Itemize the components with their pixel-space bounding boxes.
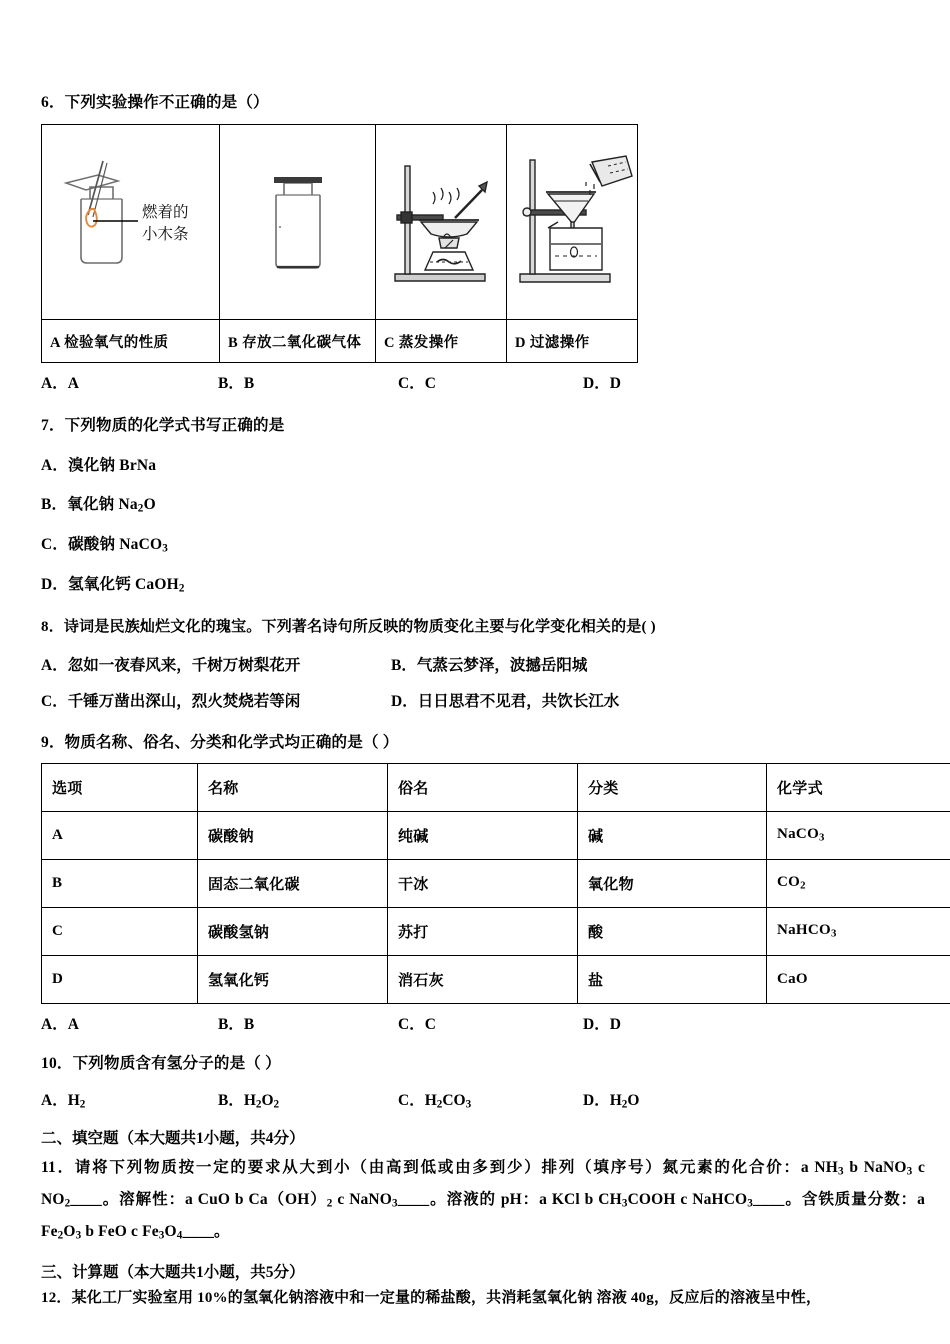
evaporation-apparatus-icon bbox=[381, 152, 501, 292]
cell-name: 碳酸钠 bbox=[198, 811, 388, 859]
option-c-label: C． bbox=[41, 536, 69, 554]
cell-formula: NaHCO$_3$ bbox=[767, 907, 950, 955]
option-c[interactable]: C．C bbox=[398, 1015, 436, 1033]
cell-name: 碳酸氢钠 bbox=[198, 907, 388, 955]
header-category: 分类 bbox=[578, 763, 767, 811]
cell-option: A bbox=[42, 811, 198, 859]
option-a-label: A． bbox=[41, 456, 69, 474]
question-10-options bbox=[41, 1088, 925, 1110]
cell-category: 盐 bbox=[578, 955, 767, 1003]
caption-b: B 存放二氧化碳气体 bbox=[220, 320, 376, 363]
header-option: 选项 bbox=[42, 763, 198, 811]
cell-category: 碱 bbox=[578, 811, 767, 859]
question-6-options bbox=[41, 371, 925, 393]
option-d[interactable]: D．日日思君不见君，共饮长江水 bbox=[391, 693, 620, 711]
option-a-label: A． bbox=[41, 1091, 68, 1109]
figure-cell-a bbox=[42, 125, 220, 320]
question-9-stem: 9．物质名称、俗名、分类和化学式均正确的是（ ） bbox=[41, 734, 399, 752]
table-row-captions bbox=[42, 320, 638, 363]
section-2-heading: 二、填空题（本大题共1小题，共4分） bbox=[41, 1130, 305, 1148]
option-d[interactable]: D．D bbox=[583, 1015, 621, 1033]
option-b[interactable] bbox=[218, 1088, 398, 1110]
option-b-label: B． bbox=[218, 1091, 244, 1109]
cell-name: 固态二氧化碳 bbox=[198, 859, 388, 907]
header-name: 名称 bbox=[198, 763, 388, 811]
question-9-options bbox=[41, 1012, 925, 1034]
question-7-option-d[interactable] bbox=[41, 574, 925, 597]
filtration-apparatus-icon bbox=[510, 152, 635, 292]
option-a-formula: BrNa bbox=[119, 456, 157, 474]
cell-common-name: 苏打 bbox=[388, 907, 578, 955]
cell-formula: CaO bbox=[767, 955, 950, 1003]
option-d[interactable]: D．D bbox=[583, 375, 621, 393]
option-d[interactable] bbox=[583, 1088, 639, 1110]
question-7-option-b[interactable] bbox=[41, 494, 925, 517]
question-6-stem: 6．下列实验操作不正确的是（） bbox=[41, 94, 269, 111]
option-b[interactable]: B．B bbox=[218, 375, 255, 393]
figure-cell-c bbox=[376, 125, 507, 320]
question-12-text: 12．某化工厂实验室用 10%的氢氧化钠溶液中和一定量的稀盐酸，共消耗氢氧化钠 溶液 40g，反应后的溶液呈中性， bbox=[41, 1289, 822, 1306]
cell-name: 氢氧化钙 bbox=[198, 955, 388, 1003]
gas-jar-with-burning-splint-icon bbox=[46, 157, 216, 287]
option-b-formula: $H_2O_2$ bbox=[243, 1091, 280, 1111]
option-d-formula: $H_2O$ bbox=[609, 1091, 640, 1111]
option-a[interactable]: A．A bbox=[41, 1015, 79, 1033]
option-b-label: B． bbox=[41, 496, 68, 514]
cell-category: 酸 bbox=[578, 907, 767, 955]
caption-c: C 蒸发操作 bbox=[376, 320, 507, 363]
option-c[interactable]: C．千锤万凿出深山，烈火焚烧若等闲 bbox=[41, 693, 301, 711]
question-7-option-a[interactable] bbox=[41, 455, 925, 477]
option-a[interactable] bbox=[41, 1088, 218, 1110]
section-3-heading: 三、计算题（本大题共1小题，共5分） bbox=[41, 1263, 305, 1281]
option-b[interactable]: B．B bbox=[218, 1015, 255, 1033]
option-d-name: 氢氧化钙 bbox=[68, 575, 131, 593]
figure-label-line2: 小木条 bbox=[141, 226, 189, 244]
header-common-name: 俗名 bbox=[388, 763, 578, 811]
header-formula: 化学式 bbox=[767, 763, 950, 811]
cell-common-name: 纯碱 bbox=[388, 811, 578, 859]
question-7-option-c[interactable] bbox=[41, 534, 925, 557]
page-content bbox=[41, 92, 925, 1309]
experiment-options-table bbox=[41, 124, 638, 363]
figure-label-line1: 燃着的 bbox=[141, 204, 189, 222]
option-b-formula: $Na_2O$ bbox=[118, 496, 156, 515]
option-a-formula: $H_2$ bbox=[67, 1091, 86, 1111]
question-8-options-row1 bbox=[41, 653, 925, 675]
table-row bbox=[42, 955, 950, 1003]
question-7-stem: 7．下列物质的化学式书写正确的是 bbox=[41, 417, 285, 435]
option-c-label: C． bbox=[398, 1091, 425, 1109]
option-c[interactable]: C．C bbox=[398, 375, 436, 393]
table-row bbox=[42, 811, 950, 859]
option-a[interactable]: A．忽如一夜春风来，千树万树梨花开 bbox=[41, 657, 301, 675]
option-c[interactable] bbox=[398, 1088, 583, 1110]
cell-category: 氧化物 bbox=[578, 859, 767, 907]
table-row bbox=[42, 907, 950, 955]
question-10-stem: 10．下列物质含有氢分子的是（ ） bbox=[41, 1054, 281, 1072]
option-b-name: 氧化钠 bbox=[67, 496, 115, 514]
option-d-label: D． bbox=[41, 575, 69, 593]
figure-cell-b bbox=[220, 125, 376, 320]
option-a[interactable]: A．A bbox=[41, 375, 79, 393]
capped-gas-jar-icon bbox=[243, 157, 353, 287]
cell-common-name: 干冰 bbox=[388, 859, 578, 907]
option-d-label: D． bbox=[583, 1091, 610, 1109]
figure-cell-d bbox=[507, 125, 638, 320]
question-8-stem: 8．诗词是民族灿烂文化的瑰宝。下列著名诗句所反映的物质变化主要与化学变化相关的是( ) bbox=[41, 619, 656, 636]
cell-common-name: 消石灰 bbox=[388, 955, 578, 1003]
option-c-formula: NaCO$_3$ bbox=[119, 536, 169, 555]
cell-option: B bbox=[42, 859, 198, 907]
table-row bbox=[42, 859, 950, 907]
option-c-name: 碳酸钠 bbox=[68, 536, 116, 554]
substances-table bbox=[41, 763, 950, 1004]
cell-formula: NaCO$_3$ bbox=[767, 811, 950, 859]
caption-d: D 过滤操作 bbox=[507, 320, 638, 363]
table-row-figures bbox=[42, 125, 638, 320]
cell-option: D bbox=[42, 955, 198, 1003]
cell-formula: $CO_2$ bbox=[767, 859, 950, 907]
question-8-options-row2 bbox=[41, 689, 925, 711]
table-header-row bbox=[42, 763, 950, 811]
option-a-name: 溴化钠 bbox=[68, 456, 116, 474]
option-c-formula: $H_2CO_3$ bbox=[424, 1091, 472, 1111]
caption-a: A 检验氧气的性质 bbox=[42, 320, 220, 363]
option-d-formula: CaOH$_2$ bbox=[134, 575, 185, 595]
cell-option: C bbox=[42, 907, 198, 955]
option-b[interactable]: B．气蒸云梦泽，波撼岳阳城 bbox=[391, 657, 588, 675]
question-11-text: 11．请将下列物质按一定的要求从大到小（由高到低或由多到少）排列（填序号）氮元素的化合价：a $NH_3$ b NaNO$_3$ c $NO_2\_\_\_\_$。溶解性：a CuO b $Ca(OH)_2$ c NaNO$_3$____。溶液的 pH：a KCl b $CH_3COOH$ c NaHCO$_3$____。含铁质量分数：a $Fe_2O_3$ b FeO c $Fe_3O_4\_\_\_\_$。 bbox=[41, 1159, 926, 1242]
